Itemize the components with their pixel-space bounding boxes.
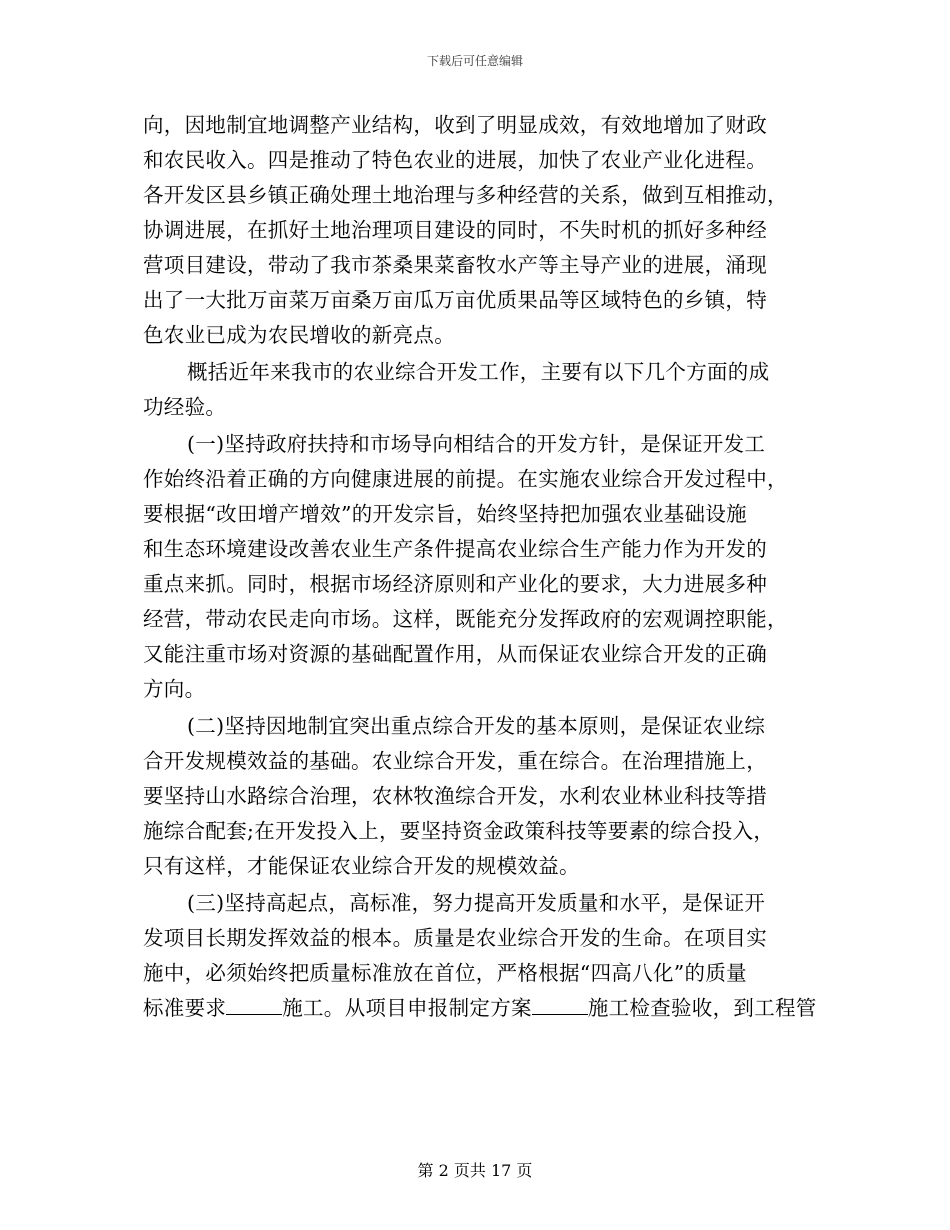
fill-in-blank (532, 996, 588, 1015)
text-line-with-blanks (143, 991, 817, 1026)
text-segment: 标准要求 (143, 996, 227, 1020)
text-line: 重点来抓。同时，根据市场经济原则和产业化的要求，大力进展多种 (143, 572, 767, 596)
document-body (143, 108, 817, 1026)
text-line: 施综合配套;在开发投入上，要坚持资金政策科技等要素的综合投入， (143, 819, 775, 843)
text-line: 和农民收入。四是推动了特色农业的进展，加快了农业产业化进程。 (143, 148, 767, 172)
text-line: 经营，带动农民走向市场。这样，既能充分发挥政府的宏观调控职能， (143, 607, 788, 631)
paragraph-3 (143, 427, 803, 707)
text-line: (三)坚持高起点，高标准，努力提高开发质量和水平，是保证开 (187, 891, 766, 915)
text-line: 和生态环境建设改善农业生产条件提高农业综合生产能力作为开发的 (143, 537, 767, 561)
page-footer: 第 2 页共 17 页 (417, 1161, 533, 1180)
text-line: 发项目长期发挥效益的根本。质量是农业综合开发的生命。在项目实 (143, 926, 767, 950)
text-line: 要根据“改田增产增效”的开发宗旨，始终坚持把加强农业基础设施 (143, 502, 747, 526)
paragraph-2 (143, 355, 803, 425)
text-line: 作始终沿着正确的方向健康进展的前提。在实施农业综合开发过程中， (143, 467, 788, 491)
text-line: 要坚持山水路综合治理，农林牧渔综合开发，水利农业林业科技等措 (143, 784, 767, 808)
text-line: 只有这样，才能保证农业综合开发的规模效益。 (143, 854, 580, 878)
text-segment: 施工检查验收，到工程管 (587, 996, 817, 1020)
text-line: 方向。 (143, 677, 206, 701)
text-segment: 施工。从项目申报制定方案 (282, 996, 532, 1020)
paragraph-4 (143, 709, 803, 884)
text-line: 概括近年来我市的农业综合开发工作，主要有以下几个方面的成 (187, 360, 770, 384)
text-line: 协调进展，在抓好土地治理项目建设的同时，不失时机的抓好多种经 (143, 218, 767, 242)
paragraph-5 (143, 886, 817, 1026)
fill-in-blank (226, 996, 282, 1015)
text-line: 各开发区县乡镇正确处理土地治理与多种经营的关系，做到互相推动， (143, 183, 788, 207)
page-header: 下载后可任意编辑 (426, 54, 523, 68)
text-line: (一)坚持政府扶持和市场导向相结合的开发方针，是保证开发工 (187, 432, 766, 456)
text-line: 合开发规模效益的基础。农业综合开发，重在综合。在治理措施上， (143, 749, 767, 773)
text-line: 出了一大批万亩菜万亩桑万亩瓜万亩优质果品等区域特色的乡镇，特 (143, 288, 767, 312)
text-line: (二)坚持因地制宜突出重点综合开发的基本原则，是保证农业综 (187, 714, 766, 738)
text-line: 又能注重市场对资源的基础配置作用，从而保证农业综合开发的正确 (143, 642, 767, 666)
text-line: 向，因地制宜地调整产业结构，收到了明显成效，有效地增加了财政 (143, 113, 767, 137)
paragraph-1 (143, 108, 803, 353)
text-line: 施中，必须始终把质量标准放在首位，严格根据“四高八化”的质量 (143, 961, 747, 985)
text-line: 色农业已成为农民增收的新亮点。 (143, 323, 455, 347)
text-line: 功经验。 (143, 395, 227, 419)
text-line: 营项目建设，带动了我市茶桑果菜畜牧水产等主导产业的进展，涌现 (143, 253, 767, 277)
